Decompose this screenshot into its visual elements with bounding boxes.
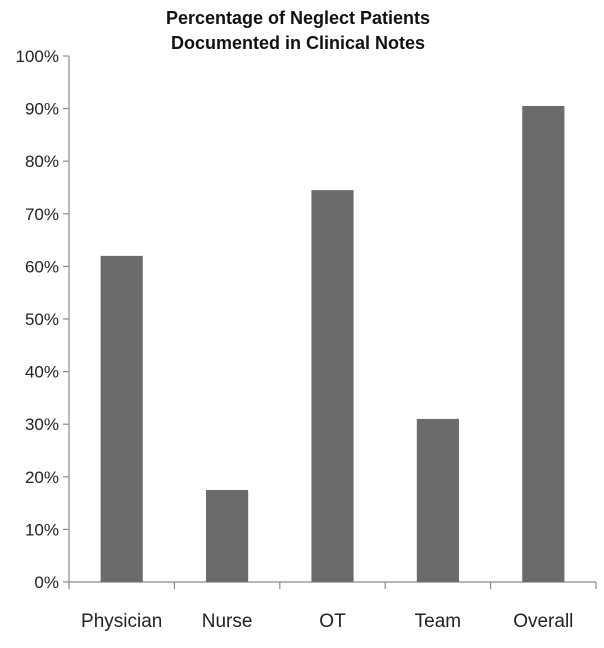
- x-tick-label: Overall: [513, 611, 574, 632]
- y-tick-label: 10%: [24, 520, 59, 540]
- y-tick-label: 70%: [24, 204, 59, 224]
- bar-physician: [101, 256, 143, 582]
- x-axis: [69, 582, 596, 632]
- chart-title-line-2: Documented in Clinical Notes: [170, 33, 426, 53]
- y-axis: [16, 47, 69, 592]
- bar-ot: [311, 190, 353, 582]
- bar-nurse: [206, 490, 248, 582]
- y-tick-label: 80%: [24, 152, 59, 172]
- y-tick-label: 60%: [24, 257, 59, 277]
- y-tick-label: 90%: [24, 99, 59, 119]
- bar-team: [417, 419, 459, 582]
- y-tick-label: 20%: [24, 467, 59, 487]
- chart-title-line-1: Percentage of Neglect Patients: [165, 8, 431, 28]
- y-tick-label: 40%: [24, 362, 59, 382]
- x-tick-label: Physician: [81, 611, 163, 632]
- y-tick-label: 50%: [24, 310, 59, 329]
- bars: [101, 106, 565, 582]
- y-tick-label: 30%: [24, 415, 59, 435]
- x-tick-label: OT: [319, 611, 346, 632]
- x-tick-label: Team: [414, 611, 462, 632]
- x-tick-label: Nurse: [201, 611, 253, 632]
- bar-overall: [522, 106, 564, 582]
- y-tick-label: 100%: [15, 47, 59, 66]
- y-tick-label: 0%: [34, 573, 59, 592]
